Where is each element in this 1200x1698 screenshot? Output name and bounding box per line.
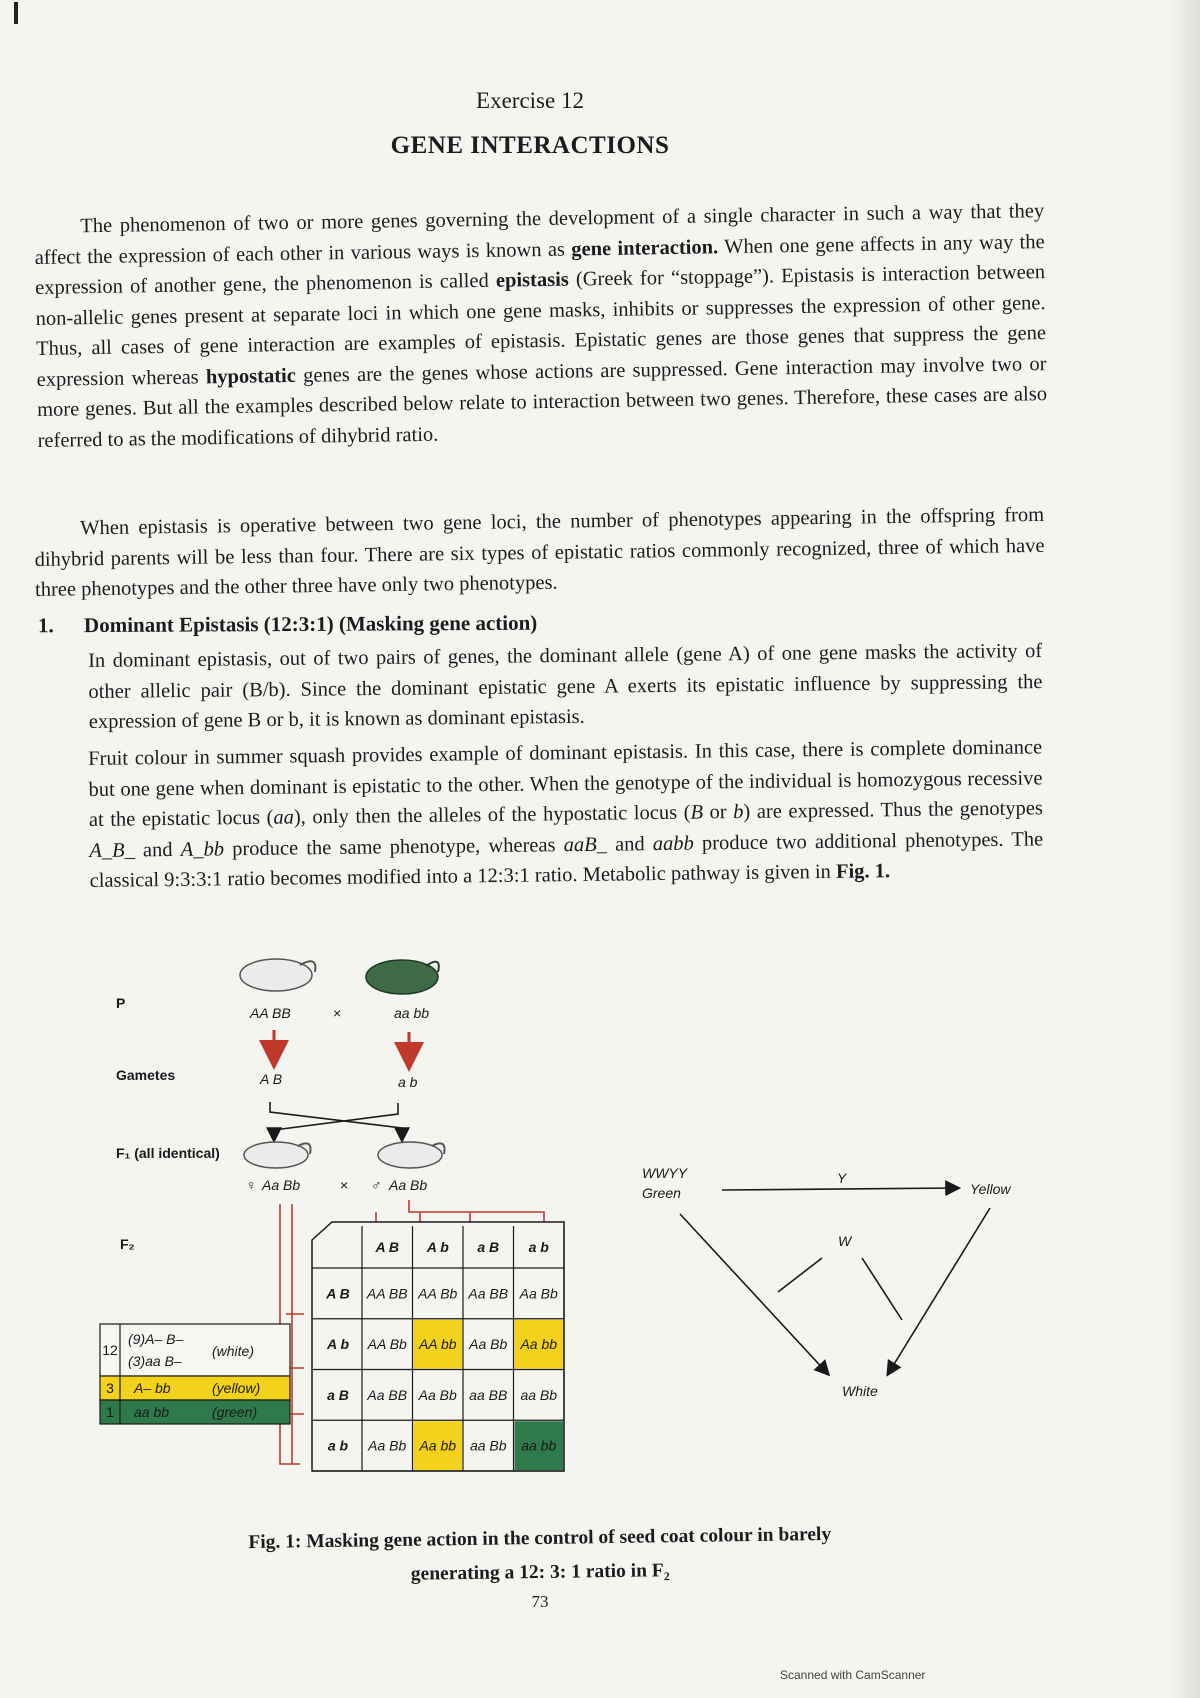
punnett-row-gamete: a b xyxy=(327,1437,349,1454)
section-p2-run: A_B_ xyxy=(89,838,135,862)
squash-green-parent xyxy=(366,960,439,994)
pathway-start-genotype: WWYY xyxy=(642,1165,688,1181)
intro-p1-run: epistasis xyxy=(495,268,569,292)
punnett-row-gamete: a B xyxy=(327,1386,349,1403)
section-p2-run: B xyxy=(690,801,704,824)
section-title: Dominant Epistasis (12:3:1) (Masking gene action) xyxy=(83,610,538,638)
punnett-col-gamete: A b xyxy=(426,1239,449,1255)
section-p2-run: or xyxy=(702,801,734,824)
section-p1-text: In dominant epistasis, out of two pairs of genes, the dominant allele (gene A) of one gene masks the activity of other allelic pair (B/b). Since the dominant epistatic gene A exerts its epistatic influence by suppressing the expression of gene B or b, it is known as dominant epistasis. xyxy=(88,640,1043,733)
intro-p2-text: When epistasis is operative between two gene loci, the number of phenotypes appearing in the offspring from dihybrid parents will be less than four. There are six types of epistatic ratios commonly recognized, three of which have three phenotypes and the other three have only two phenotypes. xyxy=(34,503,1045,601)
punnett-cell-genotype: AA Bb xyxy=(418,1285,458,1302)
punnett-cell-genotype: Aa Bb xyxy=(469,1336,508,1353)
pathway-start-colour: Green xyxy=(642,1185,681,1201)
punnett-col-gamete: a B xyxy=(477,1239,500,1255)
punnett-cell-genotype: aa bb xyxy=(521,1437,557,1454)
gamete-1: A B xyxy=(260,1071,283,1087)
ratio-genotype: aa bb xyxy=(134,1404,170,1420)
gametes-label: Gametes xyxy=(116,1067,176,1083)
punnett-cell-genotype: AA BB xyxy=(366,1285,408,1302)
section-p2-run: Fig. 1. xyxy=(835,860,891,883)
pathway-end-yellow: Yellow xyxy=(970,1181,1011,1197)
ratio-table xyxy=(100,1324,290,1424)
section-number: 1. xyxy=(37,613,54,638)
ratio-genotype: A– bb xyxy=(134,1380,171,1396)
squash-white-parent xyxy=(240,959,315,991)
f1-cross-symbol: × xyxy=(340,1177,349,1193)
intro-p1-run: genes are the genes whose actions are suppressed. Gene interaction may involve two or more genes. But all the examples described below relate to interaction between two genes. Therefore, these cases are also referred to as the modifications of dihybrid ratio. xyxy=(36,352,1048,452)
scanner-watermark: Scanned with CamScanner xyxy=(780,1668,926,1682)
metabolic-pathway xyxy=(642,1165,1011,1399)
chapter-title: GENE INTERACTIONS xyxy=(390,132,670,159)
ratio-genotype: (3)aa B– xyxy=(128,1353,182,1369)
punnett-cell-genotype: aa Bb xyxy=(520,1386,558,1403)
punnett-cell-genotype: aa BB xyxy=(469,1386,508,1403)
ratio-count: 12 xyxy=(102,1342,118,1358)
intro-p1-run: When one gene affects in any way the expression of another gene, the phenomenon is called xyxy=(35,230,1045,299)
caption-line-1: Fig. 1: Masking gene action in the control of seed coat colour in barely xyxy=(248,1523,832,1554)
intro-p1-run: (Greek for “stoppage”). Epistasis is interaction between non-allelic genes present at separate loci in which one gene masks, inhibits or suppresses the expression of other gene. Thus, all cases of gene interaction are examples of epistasis. Epistatic genes are those genes that suppress the gene expression whereas xyxy=(35,261,1047,391)
f2-label: F₂ xyxy=(120,1236,135,1252)
pathway-gene-w: W xyxy=(838,1233,852,1249)
squash-f1-male xyxy=(378,1142,445,1168)
section-p2-run: b xyxy=(733,800,744,824)
parent1-genotype: AA BB xyxy=(250,1005,291,1021)
squash-f1-female xyxy=(244,1142,311,1168)
section-p2-run: Fruit colour in summer squash provides example of dominant epistasis. In this case, there is complete dominance but one gene when dominant is epistatic to the other. When the genotype of the individual is homozygous recessive at the epistatic locus ( xyxy=(88,736,1043,831)
section-p2-run: and xyxy=(606,832,653,856)
pathway-gene-y: Y xyxy=(837,1170,847,1186)
f1-label: F₁ (all identical) xyxy=(116,1145,220,1161)
section-p2-run: ), only then the alleles of the hypostatic locus ( xyxy=(293,801,691,829)
parent2-genotype: aa bb xyxy=(394,1005,430,1021)
ratio-phenotype: (green) xyxy=(212,1404,258,1420)
parent-arrows xyxy=(274,1030,409,1060)
section-p2-run: aabb xyxy=(652,832,694,855)
punnett-cell-genotype: AA Bb xyxy=(367,1336,407,1353)
punnett-square xyxy=(312,1222,564,1471)
punnett-cell-genotype: Aa Bb xyxy=(519,1285,558,1302)
punnett-cell-genotype: Aa BB xyxy=(468,1285,509,1302)
section-p2-run: ) are expressed. Thus the genotypes xyxy=(743,797,1043,823)
ratio-row-yellow xyxy=(100,1376,290,1400)
ratio-phenotype: (white) xyxy=(212,1343,255,1359)
caption-line-2: generating a 12: 3: 1 ratio in F₂ xyxy=(410,1560,670,1585)
exercise-title: Exercise 12 xyxy=(476,88,584,113)
punnett-row-gamete: A B xyxy=(326,1285,350,1302)
section-p2-run: produce the same phenotype, whereas xyxy=(223,833,564,860)
punnett-col-gamete: A B xyxy=(375,1239,400,1255)
gamete-fusion-lines xyxy=(270,1102,402,1140)
ratio-phenotype: (yellow) xyxy=(212,1380,261,1396)
f1-female-genotype: Aa Bb xyxy=(262,1177,301,1193)
page-number: 73 xyxy=(531,1592,549,1611)
punnett-cell-genotype: Aa Bb xyxy=(418,1386,457,1403)
intro-p1-run: gene interaction. xyxy=(571,235,719,261)
ratio-genotype: (9)A– B– xyxy=(128,1331,184,1347)
intro-p1-run: The phenomenon of two or more genes governing the development of a single character in such a way that they affect the expression of each other in various ways is known as xyxy=(34,200,1045,269)
intro-p1-run: hypostatic xyxy=(205,364,297,388)
section-p2-run: A_bb xyxy=(180,837,225,861)
ratio-count: 1 xyxy=(106,1404,114,1420)
p-label: P xyxy=(116,995,126,1011)
f1-male-genotype: Aa Bb xyxy=(389,1177,428,1193)
punnett-cell-genotype: Aa bb xyxy=(520,1336,558,1353)
punnett-cell-genotype: Aa bb xyxy=(419,1437,457,1454)
section-p2-run: aaB_ xyxy=(563,833,608,856)
ratio-row-green xyxy=(100,1400,290,1424)
punnett-cell-genotype: aa Bb xyxy=(469,1437,507,1454)
p-cross-symbol: × xyxy=(333,1005,342,1021)
section-p2-run: and xyxy=(134,838,181,861)
male-symbol: ♂ xyxy=(371,1177,382,1193)
female-symbol: ♀ xyxy=(246,1177,257,1193)
section-p2-run: aa xyxy=(273,806,295,829)
gamete-2: a b xyxy=(398,1074,418,1090)
ratio-count: 3 xyxy=(106,1380,114,1396)
punnett-cell-genotype: Aa Bb xyxy=(368,1437,407,1454)
figure-caption xyxy=(180,1517,901,1595)
punnett-cell-genotype: Aa BB xyxy=(367,1386,408,1403)
punnett-cell-genotype: AA bb xyxy=(418,1336,457,1353)
pathway-end-white: White xyxy=(842,1383,878,1399)
section-p2-run: produce two additional phenotypes. The classical 9:3:3:1 ratio becomes modified into a 12:3:1 ratio. Metabolic pathway is given in xyxy=(89,827,1044,892)
punnett-col-gamete: a b xyxy=(528,1239,549,1255)
punnett-row-gamete: A b xyxy=(326,1336,350,1353)
